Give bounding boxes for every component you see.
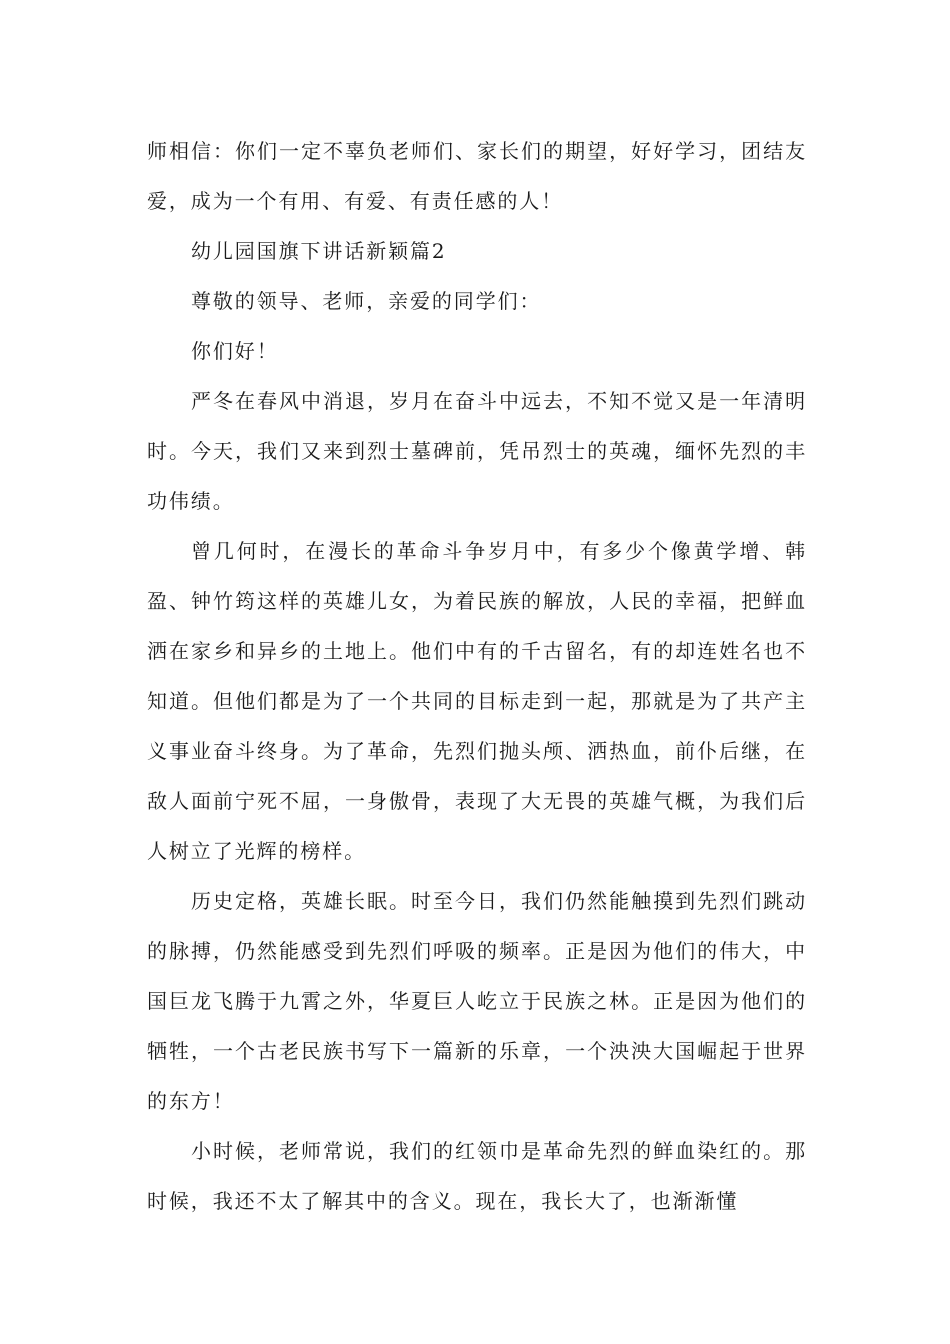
paragraph: 历史定格，英雄长眠。时至今日，我们仍然能触摸到先烈们跳动的脉搏，仍然能感受到先烈们呼吸的频率。正是因为他们的伟大，中国巨龙飞腾于九霄之外，华夏巨人屹立于民族之林。正是因为他们的牺牲，一个古老民族书写下一篇新的乐章，一个泱泱大国崛起于世界的东方！ — [147, 889, 807, 1113]
salutation: 尊敬的领导、老师，亲爱的同学们： — [191, 289, 542, 313]
paragraph: 小时候，老师常说，我们的红领巾是革命先烈的鲜血染红的。那时候，我还不太了解其中的含义。现在，我长大了，也渐渐懂 — [147, 1139, 807, 1213]
section-heading: 幼儿园国旗下讲话新颖篇2 — [191, 239, 447, 263]
paragraph: 严冬在春风中消退，岁月在奋斗中远去，不知不觉又是一年清明时。今天，我们又来到烈士墓碑前，凭吊烈士的英魂，缅怀先烈的丰功伟绩。 — [147, 389, 807, 513]
greeting: 你们好！ — [191, 339, 279, 363]
document-body — [147, 126, 807, 1226]
paragraph: 曾几何时，在漫长的革命斗争岁月中，有多少个像黄学增、韩盈、钟竹筠这样的英雄儿女，为着民族的解放，人民的幸福，把鲜血洒在家乡和异乡的土地上。他们中有的千古留名，有的却连姓名也不知道。但他们都是为了一个共同的目标走到一起，那就是为了共产主义事业奋斗终身。为了革命，先烈们抛头颅、洒热血，前仆后继，在敌人面前宁死不屈，一身傲骨，表现了大无畏的英雄气概，为我们后人树立了光辉的榜样。 — [147, 539, 807, 863]
paragraph-continuation: 师相信：你们一定不辜负老师们、家长们的期望，好好学习，团结友爱，成为一个有用、有爱、有责任感的人！ — [147, 139, 807, 213]
